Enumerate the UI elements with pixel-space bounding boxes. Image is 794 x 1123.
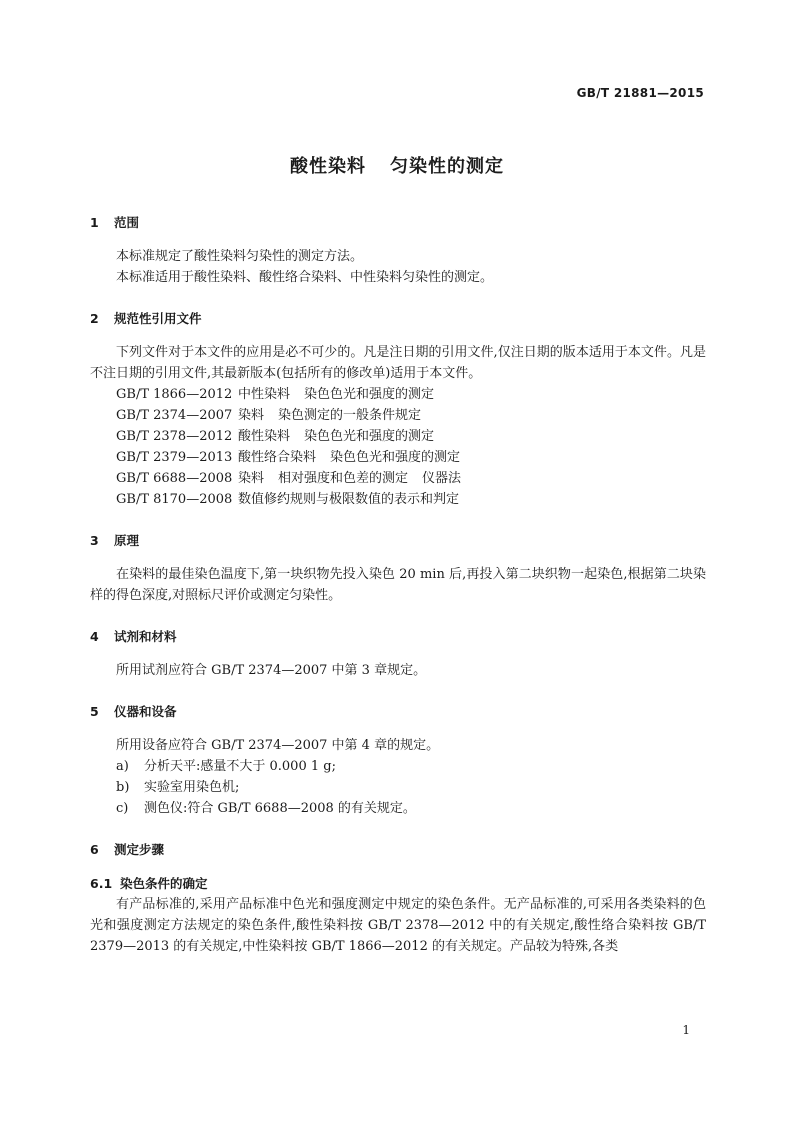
reference-item: [90, 384, 706, 405]
ref-code: GB/T 2374—2007: [116, 408, 233, 423]
reagents-text: 所用试剂应符合 GB/T 2374—2007 中第 3 章规定。: [116, 663, 427, 678]
document-body: [90, 212, 706, 957]
section-title: 规范性引用文件: [114, 311, 202, 326]
ref-subtitle: 染色色光和强度的测定: [304, 429, 435, 444]
list-marker: c): [116, 801, 129, 816]
section-number: 5: [90, 704, 99, 719]
section-number: 3: [90, 533, 99, 548]
ref-subtitle: 染色色光和强度的测定: [304, 387, 435, 402]
list-marker: a): [116, 759, 129, 774]
ref-code: GB/T 2378—2012: [116, 429, 233, 444]
scope-line-1: 本标准规定了酸性染料匀染性的测定方法。: [116, 249, 364, 264]
ref-title: 中性染料: [238, 387, 291, 402]
ref-title: 酸性染料: [238, 429, 291, 444]
reference-item: [90, 447, 706, 468]
reference-item: [90, 426, 706, 447]
ref-subtitle: 染色测定的一般条件规定: [278, 408, 422, 423]
list-text: 实验室用染色机;: [144, 780, 240, 795]
section-title: 仪器和设备: [114, 704, 177, 719]
section-title: 试剂和材料: [114, 629, 177, 644]
section-number: 6: [90, 842, 99, 857]
subsection-6-1-heading: [90, 873, 706, 894]
section-6-heading: [90, 839, 706, 860]
standard-code: GB/T 21881—2015: [576, 86, 704, 100]
section-4-heading: [90, 626, 706, 647]
ref-code: GB/T 8170—2008: [116, 492, 233, 507]
title-part-1: 酸性染料: [290, 156, 366, 177]
document-title: [0, 152, 794, 178]
section-1-heading: [90, 212, 706, 233]
subsection-title: 染色条件的确定: [120, 876, 208, 891]
ref-title: 酸性络合染料: [238, 450, 317, 465]
ref-code: GB/T 2379—2013: [116, 450, 233, 465]
ref-code: GB/T 6688—2008: [116, 471, 233, 486]
section-title: 范围: [114, 215, 140, 230]
reference-item: [90, 468, 706, 489]
subsection-number: 6.1: [90, 876, 113, 891]
section-3-heading: [90, 530, 706, 551]
list-item: [90, 756, 706, 777]
page-number: 1: [682, 1023, 690, 1037]
ref-subtitle: 相对强度和色差的测定: [278, 471, 409, 486]
section-title: 原理: [114, 533, 140, 548]
section-2-heading: [90, 308, 706, 329]
section-5-heading: [90, 701, 706, 722]
list-text: 分析天平:感量不大于 0.000 1 g;: [144, 759, 336, 774]
dyeing-conditions-text: 有产品标准的,采用产品标准中色光和强度测定中规定的染色条件。无产品标准的,可采用各类染料的色光和强度测定方法规定的染色条件,酸性染料按 GB/T 2378—2012 中的有关规定,酸性络合染料按 GB/T 2379—2013 的有关规定,中性染料按 GB/T 1866—2012 的有关规定。产品较为特殊,各类: [90, 897, 706, 954]
principle-text: 在染料的最佳染色温度下,第一块织物先投入染色 20 min 后,再投入第二块织物一起染色,根据第二块染样的得色深度,对照标尺评价或测定匀染性。: [90, 567, 706, 603]
section-number: 1: [90, 215, 99, 230]
list-item: [90, 798, 706, 819]
reference-item: [90, 489, 706, 510]
section-number: 2: [90, 311, 99, 326]
title-part-2: 匀染性的测定: [390, 156, 504, 177]
apparatus-text: 所用设备应符合 GB/T 2374—2007 中第 4 章的规定。: [116, 738, 440, 753]
ref-title: 染料: [238, 408, 265, 423]
references-intro: 下列文件对于本文件的应用是必不可少的。凡是注日期的引用文件,仅注日期的版本适用于本文件。凡是不注日期的引用文件,其最新版本(包括所有的修改单)适用于本文件。: [90, 345, 706, 381]
ref-title: 数值修约规则与极限数值的表示和判定: [238, 492, 460, 507]
ref-subtitle: 染色色光和强度的测定: [330, 450, 461, 465]
list-item: [90, 777, 706, 798]
reference-item: [90, 405, 706, 426]
list-marker: b): [116, 780, 130, 795]
ref-code: GB/T 1866—2012: [116, 387, 233, 402]
list-text: 测色仪:符合 GB/T 6688—2008 的有关规定。: [144, 801, 416, 816]
section-number: 4: [90, 629, 99, 644]
ref-title: 染料: [238, 471, 265, 486]
section-title: 测定步骤: [114, 842, 165, 857]
ref-method: 仪器法: [422, 471, 462, 486]
scope-line-2: 本标准适用于酸性染料、酸性络合染料、中性染料匀染性的测定。: [116, 270, 494, 285]
